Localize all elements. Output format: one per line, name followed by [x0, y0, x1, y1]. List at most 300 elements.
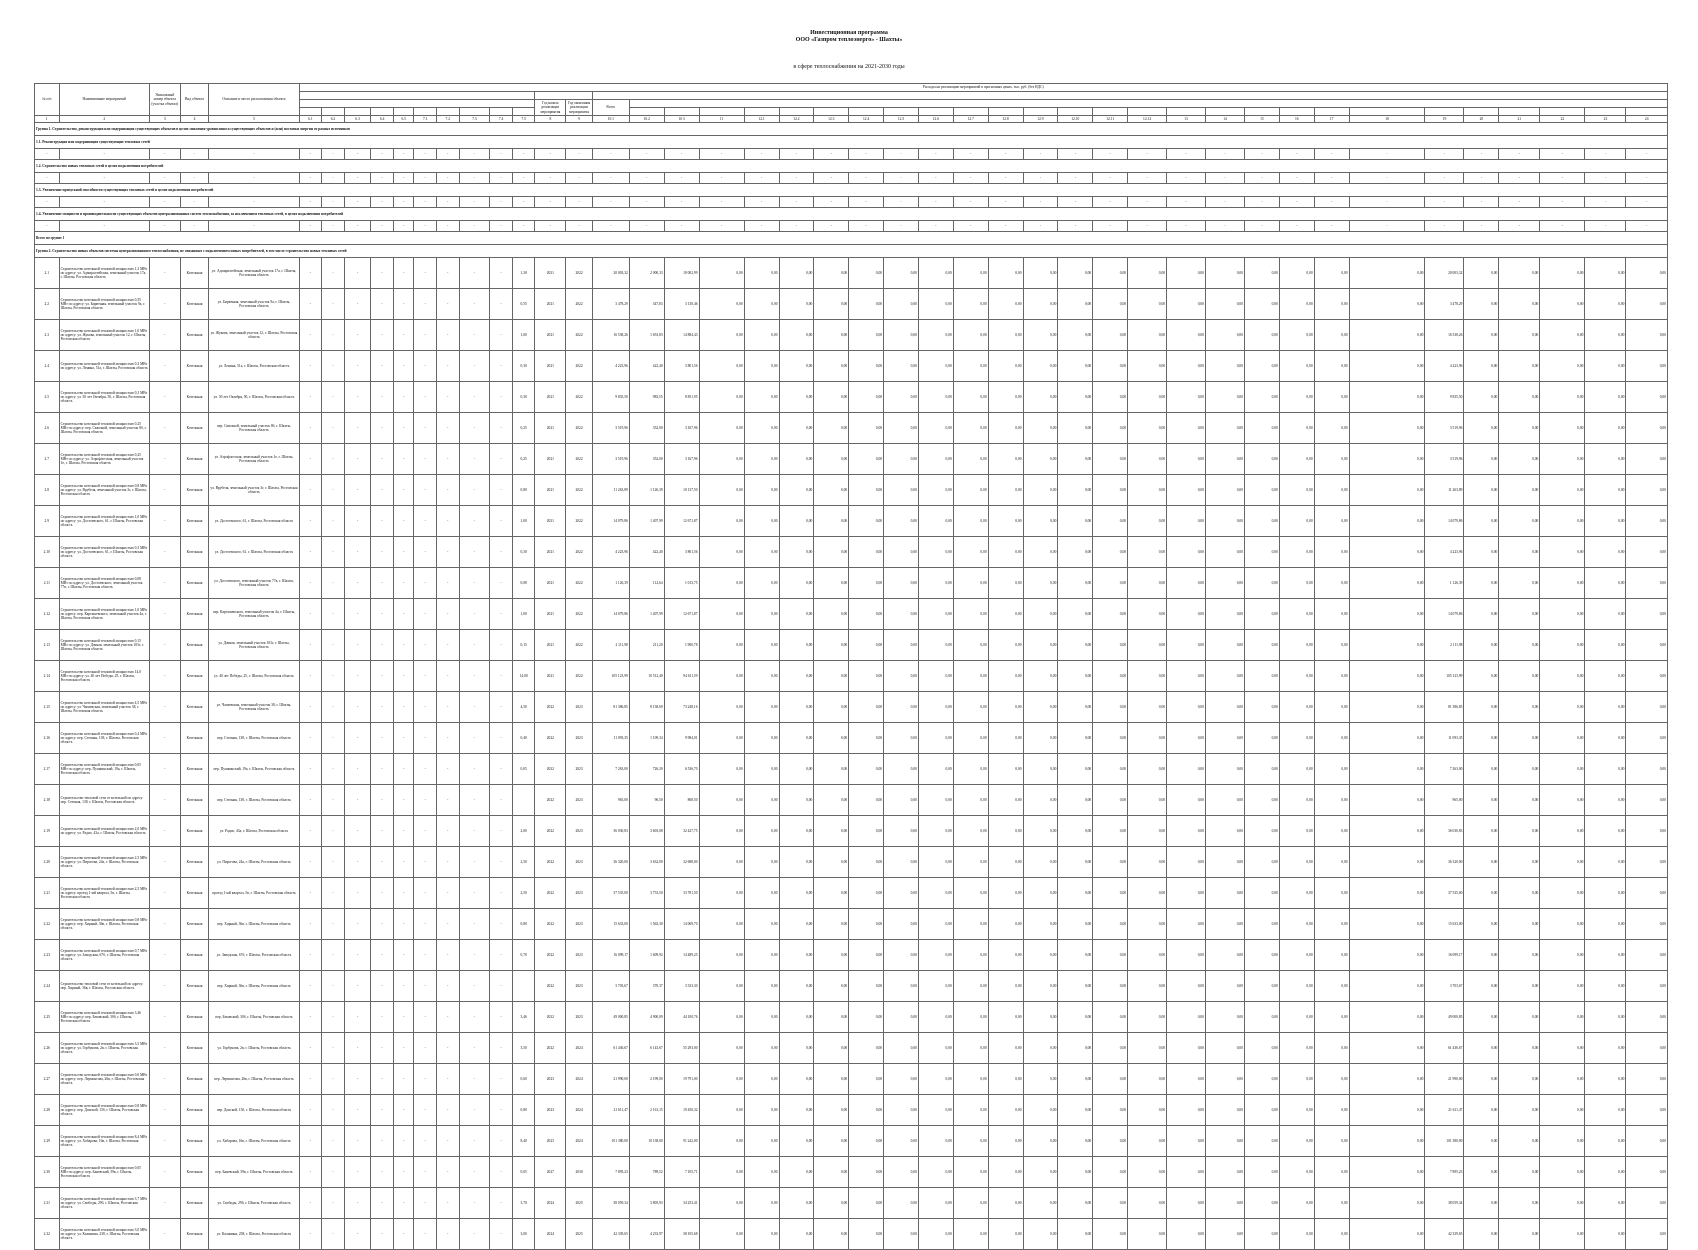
row-value: 0,00	[1626, 940, 1668, 971]
column-index: 7.3	[459, 116, 490, 123]
row-value: 0,00	[1540, 971, 1585, 1002]
row-power: 2,50	[512, 878, 535, 909]
row-value: 0,00	[1167, 1219, 1206, 1250]
row-cell: -	[299, 909, 322, 940]
row-value: 0,00	[1245, 506, 1280, 537]
dash-cell: -	[414, 197, 437, 208]
row-end: 2023	[566, 692, 593, 723]
row-value: 0,00	[1585, 1033, 1626, 1064]
row-total: 1 126,39	[592, 568, 629, 599]
subheader-cell	[814, 108, 849, 116]
row-value: 0,00	[744, 847, 779, 878]
row-value: 0,00	[744, 506, 779, 537]
row-cell: -	[459, 599, 490, 630]
row-cell: -	[299, 444, 322, 475]
row-number: 2.14	[35, 661, 60, 692]
row-total: 61 436,67	[592, 1033, 629, 1064]
row-value: 0,00	[1540, 351, 1585, 382]
row-value: 0,00	[953, 878, 988, 909]
subheader-cell	[1167, 108, 1206, 116]
row-power: 0,80	[512, 1095, 535, 1126]
row-value: 0,00	[1314, 382, 1349, 413]
row-value: 0,00	[988, 630, 1023, 661]
row-value: 0,00	[1314, 630, 1349, 661]
row-number: 2.4	[35, 351, 60, 382]
row-value: 0,00	[1093, 413, 1128, 444]
section-title: Группа 2. Строительство новых объектов системы централизованного теплоснабжения, не связанных с подключением новых потребителей, в том числе строительство новых тепловых сетей	[35, 245, 1668, 258]
row-cell: -	[322, 444, 345, 475]
row-cell: -	[344, 940, 371, 971]
row-cell: -	[414, 506, 437, 537]
row-cell: -	[414, 1002, 437, 1033]
row-cell: -	[414, 754, 437, 785]
row-cell: -	[437, 289, 460, 320]
row-2021: 4 233,97	[629, 1219, 664, 1250]
row-value: 0,00	[1128, 1002, 1167, 1033]
section-row	[35, 160, 1668, 173]
row-value: 0,00	[953, 1002, 988, 1033]
table-row	[35, 1002, 1668, 1033]
row-name: Строительство котельной тепловой мощностью 0,3 МВт по адресу: ул. 50 лет Октября, 50, г. Шахты, Ростовская область	[59, 382, 149, 413]
row-value: 0,00	[1349, 1095, 1425, 1126]
row-value: 0,00	[849, 289, 884, 320]
row-value: 0,00	[1279, 258, 1314, 289]
column-index: 12.9	[1023, 116, 1058, 123]
row-type: Котельная	[180, 506, 209, 537]
row-2022: 3 167,96	[664, 413, 699, 444]
row-value: 0,00	[744, 878, 779, 909]
row-value: 0,00	[1279, 320, 1314, 351]
row-value: 0,00	[779, 258, 814, 289]
row-value: 0,00	[953, 1095, 988, 1126]
row-cell: -	[322, 1126, 345, 1157]
row-value: 0,00	[884, 1157, 919, 1188]
row-name: Строительство котельной тепловой мощностью 0,55 МВт по адресу: ул. Бирючная, земельный участок 9а, г. Шахты, Ростовская область	[59, 289, 149, 320]
row-cell: -	[459, 1219, 490, 1250]
row-cell: -	[393, 413, 414, 444]
row-value: 0,00	[1314, 971, 1349, 1002]
row-value: 0,00	[1058, 258, 1093, 289]
column-index: 6.3	[344, 116, 371, 123]
row-start: 2027	[535, 1157, 566, 1188]
row-number: 2.24	[35, 971, 60, 1002]
row-value: 0,00	[1023, 506, 1058, 537]
row-value: 0,00	[814, 506, 849, 537]
dash-cell: -	[1540, 173, 1585, 184]
row-value: 0,00	[1093, 537, 1128, 568]
row-address: ул. Аэрофлотская, земельный участок 1е, г. Шахты, Ростовская область	[209, 444, 299, 475]
row-number: 2.16	[35, 723, 60, 754]
row-value: 0,00	[814, 909, 849, 940]
row-value: 0,00	[699, 568, 744, 599]
row-cell: -	[414, 1188, 437, 1219]
row-value: 0,00	[849, 1095, 884, 1126]
row-value: 0,00	[849, 971, 884, 1002]
row-value: 0,00	[1206, 444, 1245, 475]
row-value: 0,00	[1626, 1126, 1668, 1157]
row-value: 0,00	[953, 382, 988, 413]
row-value: 0,00	[1626, 723, 1668, 754]
row-2021: 1 609,92	[629, 940, 664, 971]
row-number: 2.19	[35, 816, 60, 847]
row-2022: 1 013,75	[664, 568, 699, 599]
row-value: 0,00	[1314, 723, 1349, 754]
row-value: 0,00	[1464, 940, 1499, 971]
row-cell: -	[393, 630, 414, 661]
row-value: 0,00	[1167, 568, 1206, 599]
row-value: 0,00	[1499, 537, 1540, 568]
dash-cell: -	[490, 221, 513, 232]
row-value: 0,00	[1626, 661, 1668, 692]
row-value: 0,00	[1585, 289, 1626, 320]
row-value: 0,00	[779, 1002, 814, 1033]
row-value: 0,00	[1023, 785, 1058, 816]
row-2021: 3 632,00	[629, 847, 664, 878]
row-value: 0,00	[1499, 568, 1540, 599]
col-header-total: Всего	[592, 100, 629, 116]
row-value: 0,00	[1499, 878, 1540, 909]
dash-cell: -	[512, 173, 535, 184]
row-value: 0,00	[1349, 258, 1425, 289]
row-start: 2021	[535, 351, 566, 382]
row-value: 0,00	[1245, 816, 1280, 847]
column-index: 21	[1499, 116, 1540, 123]
row-cell: -	[299, 1157, 322, 1188]
row-total: 42 339,65	[592, 1219, 629, 1250]
row-cell: -	[437, 878, 460, 909]
row-cell: -	[414, 1064, 437, 1095]
row-cell: -	[393, 568, 414, 599]
row-value: 0,00	[1128, 351, 1167, 382]
row-value: 0,00	[849, 382, 884, 413]
row-name: Строительство котельной тепловой мощностью 0,08 МВт по адресу: ул. Достоевского, земельный участок 77в, г. Шахты, Ростовская область	[59, 568, 149, 599]
row-value: 0,00	[1585, 1064, 1626, 1095]
row-value: 0,00	[1023, 537, 1058, 568]
row-value: 0,00	[918, 1126, 953, 1157]
row-number: 2.31	[35, 1188, 60, 1219]
row-value: 0,00	[779, 1095, 814, 1126]
row-total: 7 895,23	[592, 1157, 629, 1188]
row-value: 0,00	[988, 971, 1023, 1002]
row-end: 2022	[566, 413, 593, 444]
row-cell: -	[459, 630, 490, 661]
dash-cell: -	[1167, 197, 1206, 208]
row-value: 0,00	[1206, 878, 1245, 909]
row-value: 0,00	[1093, 1002, 1128, 1033]
row-2021: 2 000,33	[629, 258, 664, 289]
row-value: 0,00	[884, 1002, 919, 1033]
row-type: Котельная	[180, 1095, 209, 1126]
row-value: 0,00	[849, 1157, 884, 1188]
row-cell: -	[437, 630, 460, 661]
row-value: 0,00	[1464, 444, 1499, 475]
row-number: 2.27	[35, 1064, 60, 1095]
subheader-cell	[1206, 108, 1245, 116]
row-cell: -	[393, 816, 414, 847]
row-value: 0,00	[884, 351, 919, 382]
row-cell: -	[490, 630, 513, 661]
row-start: 2022	[535, 847, 566, 878]
row-value: 0,00	[1167, 1095, 1206, 1126]
row-address: ул. Адмиралтейская, земельный участок 17а, г. Шахты, Ростовская область	[209, 258, 299, 289]
row-number: 2.13	[35, 630, 60, 661]
row-cell: -	[437, 413, 460, 444]
row-value: 0,00	[814, 289, 849, 320]
row-value: 0,00	[779, 1126, 814, 1157]
row-value: 0,00	[1540, 1126, 1585, 1157]
row-cell: -	[459, 754, 490, 785]
row-value: 0,00	[1464, 320, 1499, 351]
row-value: 0,00	[744, 320, 779, 351]
row-value: 0,00	[744, 1002, 779, 1033]
row-value: 0,00	[1206, 320, 1245, 351]
row-value: 7 263,00	[1425, 754, 1464, 785]
row-number: 2.12	[35, 599, 60, 630]
subheader-cell	[1464, 108, 1499, 116]
table-row	[35, 289, 1668, 320]
column-index: 3	[149, 116, 180, 123]
column-index: 12.1	[744, 116, 779, 123]
row-cell: -	[414, 878, 437, 909]
row-cell: -	[371, 816, 394, 847]
row-value: 0,00	[988, 816, 1023, 847]
row-value: 0,00	[1464, 630, 1499, 661]
row-value: 0,00	[1128, 568, 1167, 599]
row-2022: 3 130,46	[664, 289, 699, 320]
row-end: 2024	[566, 1064, 593, 1095]
row-value: 0,00	[1093, 320, 1128, 351]
dash-cell: -	[566, 221, 593, 232]
table-row	[35, 320, 1668, 351]
row-end: 2022	[566, 320, 593, 351]
row-cell: -	[344, 258, 371, 289]
row-cell: -	[344, 506, 371, 537]
row-value: 0,00	[1540, 1188, 1585, 1219]
row-value: 0,00	[1058, 1188, 1093, 1219]
row-value: 49 000,85	[1425, 1002, 1464, 1033]
row-value: 0,00	[1058, 320, 1093, 351]
row-value: 0,00	[1128, 1095, 1167, 1126]
row-value: 38 059,34	[1425, 1188, 1464, 1219]
row-power: 0,25	[512, 413, 535, 444]
row-value: 4 223,96	[1425, 537, 1464, 568]
row-2022: 3 333,30	[664, 971, 699, 1002]
row-cell: -	[322, 351, 345, 382]
row-value: 0,00	[1585, 1095, 1626, 1126]
row-address: ул. Горбунова, 2в, г. Шахты, Ростовская область	[209, 1033, 299, 1064]
row-value: 0,00	[1314, 1095, 1349, 1126]
row-value: 0,00	[699, 661, 744, 692]
row-value: 0,00	[884, 506, 919, 537]
row-value: 0,00	[953, 351, 988, 382]
row-cell: -	[437, 1064, 460, 1095]
row-value: 0,00	[1626, 1157, 1668, 1188]
row-total: 3 703,67	[592, 971, 629, 1002]
row-value: 0,00	[988, 847, 1023, 878]
row-value: 0,00	[849, 258, 884, 289]
row-value: 0,00	[1626, 754, 1668, 785]
row-end: 2022	[566, 382, 593, 413]
row-value: 0,00	[1314, 599, 1349, 630]
row-cell: -	[322, 1064, 345, 1095]
row-type: Котельная	[180, 537, 209, 568]
row-type: Котельная	[180, 816, 209, 847]
row-value: 0,00	[1206, 754, 1245, 785]
row-value: 0,00	[814, 1188, 849, 1219]
row-cell: -	[371, 568, 394, 599]
row-cell: -	[299, 1064, 322, 1095]
dash-cell: -	[393, 173, 414, 184]
section-title: 1.2. Строительство новых тепловых сетей в целях подключения потребителей	[35, 160, 1668, 173]
column-index: 7.5	[512, 116, 535, 123]
column-index: 19	[1425, 116, 1464, 123]
dash-cell: -	[1206, 149, 1245, 160]
row-cell: -	[371, 413, 394, 444]
row-value: 0,00	[744, 692, 779, 723]
row-value: 0,00	[1279, 1002, 1314, 1033]
dash-cell: -	[1349, 149, 1425, 160]
row-cell: -	[344, 1064, 371, 1095]
dash-cell: -	[1425, 221, 1464, 232]
row-value: 0,00	[1499, 692, 1540, 723]
row-value: 0,00	[1349, 320, 1425, 351]
dash-cell: -	[490, 149, 513, 160]
row-value: 0,00	[1540, 878, 1585, 909]
subheader-cell	[344, 108, 371, 116]
row-cell: -	[299, 785, 322, 816]
row-value: 0,00	[953, 506, 988, 537]
row-value: 0,00	[779, 413, 814, 444]
row-2022: 3 801,56	[664, 351, 699, 382]
row-address: ул. Пирогова, 24а, г. Шахты, Ростовская область	[209, 847, 299, 878]
row-value: 0,00	[1093, 847, 1128, 878]
row-value: 0,00	[1206, 599, 1245, 630]
row-value: 0,00	[918, 599, 953, 630]
row-cell: -	[393, 506, 414, 537]
row-cell: -	[414, 785, 437, 816]
row-value: 0,00	[1279, 1064, 1314, 1095]
row-value: 0,00	[1023, 320, 1058, 351]
row-value: 0,00	[1314, 289, 1349, 320]
row-cell: -	[414, 1157, 437, 1188]
column-index: 7.1	[414, 116, 437, 123]
row-number: 2.3	[35, 320, 60, 351]
row-value: 0,00	[1206, 661, 1245, 692]
row-cell: -	[299, 692, 322, 723]
row-cell: -	[459, 351, 490, 382]
dash-cell: -	[59, 149, 149, 160]
row-cell: -	[322, 1188, 345, 1219]
row-value: 0,00	[1167, 816, 1206, 847]
row-value: 0,00	[1585, 1002, 1626, 1033]
row-cell: -	[371, 258, 394, 289]
subheader-cell	[490, 108, 513, 116]
row-power: 0,08	[512, 568, 535, 599]
row-cell: -	[299, 289, 322, 320]
row-name: Строительство котельной тепловой мощностью 3,0 МВт по адресу: ул. Калинина, 238, г. Шахты, Ростовская область	[59, 1219, 149, 1250]
row-value: 0,00	[779, 506, 814, 537]
row-value: 0,00	[699, 1219, 744, 1250]
row-value: 0,00	[884, 847, 919, 878]
row-value: 0,00	[814, 692, 849, 723]
row-cell: -	[459, 971, 490, 1002]
row-value: 0,00	[1349, 382, 1425, 413]
row-value: 0,00	[1023, 599, 1058, 630]
row-type: Котельная	[180, 475, 209, 506]
row-value: 0,00	[953, 1157, 988, 1188]
row-2022: 18 002,99	[664, 258, 699, 289]
row-value: 0,00	[1540, 568, 1585, 599]
row-value: 0,00	[744, 475, 779, 506]
subheader-cell	[1349, 108, 1425, 116]
row-cell: -	[371, 1219, 394, 1250]
row-cell: -	[344, 971, 371, 1002]
column-index: 7.2	[437, 116, 460, 123]
column-index: 2	[59, 116, 149, 123]
row-id: -	[149, 1095, 180, 1126]
row-value: 0,00	[1499, 351, 1540, 382]
row-value: 0,00	[1499, 444, 1540, 475]
row-id: -	[149, 878, 180, 909]
row-value: 0,00	[744, 289, 779, 320]
row-cell: -	[437, 1126, 460, 1157]
dash-cell: -	[953, 197, 988, 208]
row-value: 0,00	[744, 1157, 779, 1188]
dash-cell: -	[512, 221, 535, 232]
dash-cell: -	[629, 149, 664, 160]
row-value: 36 320,00	[1425, 847, 1464, 878]
dash-cell: -	[779, 221, 814, 232]
row-start: 2021	[535, 320, 566, 351]
row-value: 0,00	[744, 258, 779, 289]
row-value: 0,00	[1245, 971, 1280, 1002]
dash-cell: -	[322, 149, 345, 160]
table-row	[35, 413, 1668, 444]
row-type: Котельная	[180, 723, 209, 754]
row-value: 0,00	[779, 785, 814, 816]
row-value: 0,00	[953, 1219, 988, 1250]
dash-cell: -	[744, 149, 779, 160]
row-cell: -	[490, 599, 513, 630]
row-value: 0,00	[1023, 878, 1058, 909]
row-value: 0,00	[1349, 1219, 1425, 1250]
row-value: 16 099,17	[1425, 940, 1464, 971]
row-name: Строительство котельной тепловой мощностью 0,7 МВт по адресу: ул. Заводская, 67б, г. Шахты, Ростовская область	[59, 940, 149, 971]
row-start: 2021	[535, 475, 566, 506]
row-value: 0,00	[1626, 1033, 1668, 1064]
row-value: 0,00	[884, 630, 919, 661]
row-cell: -	[299, 351, 322, 382]
row-cell: -	[371, 785, 394, 816]
row-value: 0,00	[1023, 1064, 1058, 1095]
row-address: пер. Лермонтова, 26в, г. Шахты, Ростовская область	[209, 1064, 299, 1095]
header-band	[299, 100, 535, 108]
col-header-costs: Расходы на реализацию мероприятий в прогнозных ценах, тыс. руб. (без НДС)	[299, 84, 1667, 92]
subheader-cell	[779, 108, 814, 116]
row-start: 2023	[535, 1064, 566, 1095]
row-value: 0,00	[849, 785, 884, 816]
row-number: 2.8	[35, 475, 60, 506]
row-cell: -	[437, 754, 460, 785]
row-name: Строительство котельной тепловой мощностью 2,0 МВт по адресу: ул. Радио, 43а, г. Шахты, Ростовская область	[59, 816, 149, 847]
dash-cell: -	[180, 221, 209, 232]
row-value: 105 123,99	[1425, 661, 1464, 692]
row-cell: -	[490, 1095, 513, 1126]
row-value: 0,00	[744, 971, 779, 1002]
row-value: 0,00	[1626, 878, 1668, 909]
row-value: 0,00	[1206, 847, 1245, 878]
row-value: 0,00	[1206, 506, 1245, 537]
